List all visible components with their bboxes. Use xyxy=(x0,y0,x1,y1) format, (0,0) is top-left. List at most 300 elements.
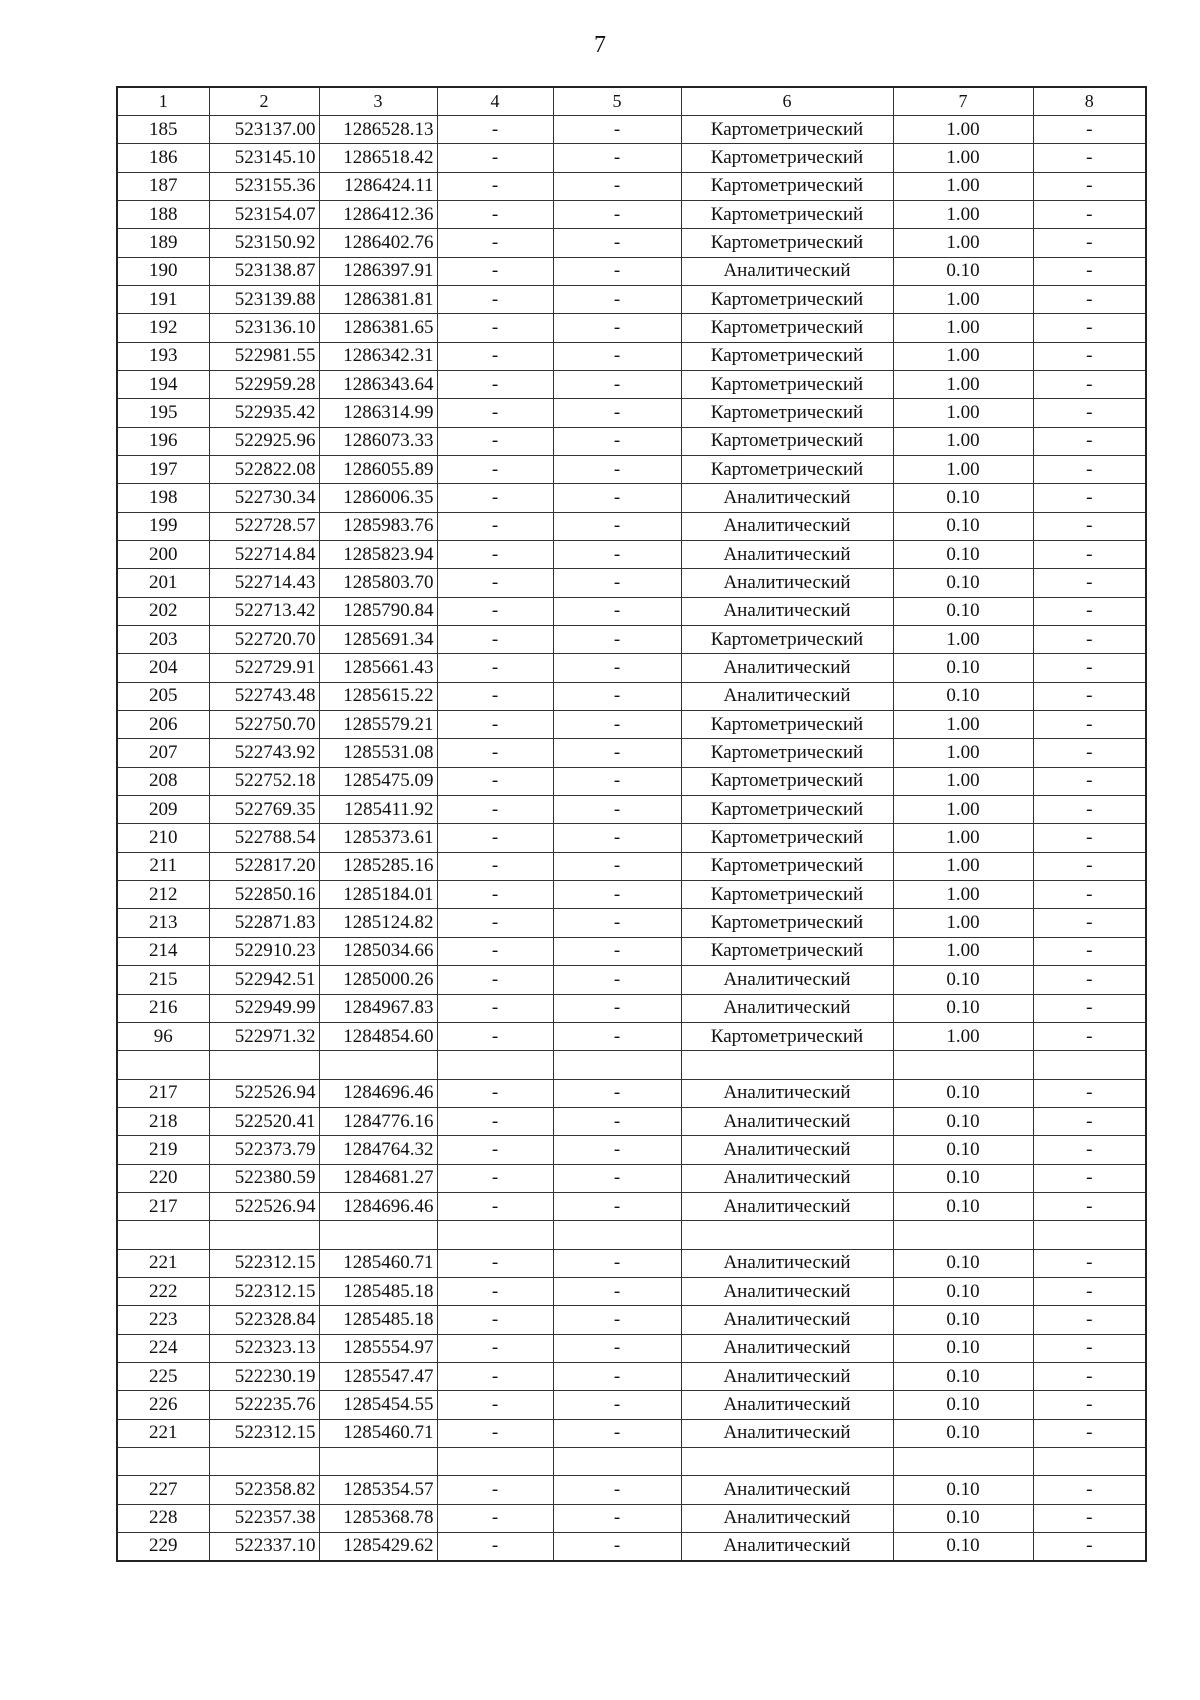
x-coordinate-cell: 522752.18 xyxy=(209,767,319,795)
accuracy-cell: 1.00 xyxy=(893,342,1033,370)
table-row xyxy=(117,796,1146,824)
point-number-cell: 200 xyxy=(117,541,209,569)
table-row xyxy=(117,682,1146,710)
column-4-cell: - xyxy=(437,115,553,143)
column-5-cell: - xyxy=(553,541,681,569)
method-cell: Картометрический xyxy=(681,767,893,795)
point-number-cell: 198 xyxy=(117,484,209,512)
y-coordinate-cell: 1284681.27 xyxy=(319,1164,437,1192)
y-coordinate-cell: 1286073.33 xyxy=(319,427,437,455)
point-number-cell: 221 xyxy=(117,1419,209,1447)
x-coordinate-cell xyxy=(209,1221,319,1249)
x-coordinate-cell: 523150.92 xyxy=(209,229,319,257)
point-number-cell xyxy=(117,1051,209,1079)
y-coordinate-cell: 1285531.08 xyxy=(319,739,437,767)
method-cell: Аналитический xyxy=(681,682,893,710)
y-coordinate-cell: 1285429.62 xyxy=(319,1533,437,1561)
point-number-cell: 209 xyxy=(117,796,209,824)
method-cell: Картометрический xyxy=(681,739,893,767)
method-cell: Аналитический xyxy=(681,1362,893,1390)
method-cell: Картометрический xyxy=(681,711,893,739)
x-coordinate-cell: 522526.94 xyxy=(209,1192,319,1220)
column-8-cell: - xyxy=(1033,1362,1146,1390)
table-row xyxy=(117,1249,1146,1277)
column-8-cell: - xyxy=(1033,115,1146,143)
accuracy-cell: 1.00 xyxy=(893,626,1033,654)
y-coordinate-cell: 1286055.89 xyxy=(319,455,437,483)
accuracy-cell: 1.00 xyxy=(893,427,1033,455)
accuracy-cell: 0.10 xyxy=(893,1362,1033,1390)
accuracy-cell: 0.10 xyxy=(893,1533,1033,1561)
column-4-cell: - xyxy=(437,1419,553,1447)
accuracy-cell: 1.00 xyxy=(893,370,1033,398)
method-cell: Картометрический xyxy=(681,852,893,880)
table-row xyxy=(117,314,1146,342)
table-row xyxy=(117,1391,1146,1419)
point-number-cell: 215 xyxy=(117,966,209,994)
column-4-cell: - xyxy=(437,994,553,1022)
y-coordinate-cell: 1286528.13 xyxy=(319,115,437,143)
column-8-cell: - xyxy=(1033,626,1146,654)
column-8-cell: - xyxy=(1033,1249,1146,1277)
x-coordinate-cell: 523136.10 xyxy=(209,314,319,342)
column-4-cell: - xyxy=(437,654,553,682)
column-5-cell: - xyxy=(553,711,681,739)
method-cell: Аналитический xyxy=(681,1334,893,1362)
column-4-cell: - xyxy=(437,257,553,285)
column-5-cell: - xyxy=(553,796,681,824)
point-number-cell xyxy=(117,1448,209,1476)
column-8-cell: - xyxy=(1033,144,1146,172)
point-number-cell: 225 xyxy=(117,1362,209,1390)
table-row xyxy=(117,512,1146,540)
y-coordinate-cell: 1285615.22 xyxy=(319,682,437,710)
accuracy-cell xyxy=(893,1448,1033,1476)
column-5-cell: - xyxy=(553,455,681,483)
column-4-cell: - xyxy=(437,285,553,313)
table-row xyxy=(117,654,1146,682)
column-5-cell: - xyxy=(553,1022,681,1050)
y-coordinate-cell: 1285579.21 xyxy=(319,711,437,739)
x-coordinate-cell: 522337.10 xyxy=(209,1533,319,1561)
y-coordinate-cell: 1285034.66 xyxy=(319,937,437,965)
point-number-cell: 199 xyxy=(117,512,209,540)
accuracy-cell xyxy=(893,1221,1033,1249)
accuracy-cell: 0.10 xyxy=(893,257,1033,285)
column-8-cell: - xyxy=(1033,1136,1146,1164)
x-coordinate-cell: 522729.91 xyxy=(209,654,319,682)
column-5-cell: - xyxy=(553,1277,681,1305)
column-8-cell: - xyxy=(1033,1107,1146,1135)
header-cell: 4 xyxy=(437,87,553,115)
x-coordinate-cell: 523137.00 xyxy=(209,115,319,143)
accuracy-cell: 0.10 xyxy=(893,1164,1033,1192)
column-8-cell: - xyxy=(1033,654,1146,682)
x-coordinate-cell: 522743.92 xyxy=(209,739,319,767)
column-5-cell: - xyxy=(553,739,681,767)
y-coordinate-cell: 1286402.76 xyxy=(319,229,437,257)
point-number-cell: 189 xyxy=(117,229,209,257)
table-row xyxy=(117,541,1146,569)
y-coordinate-cell: 1286397.91 xyxy=(319,257,437,285)
y-coordinate-cell: 1285485.18 xyxy=(319,1306,437,1334)
accuracy-cell: 0.10 xyxy=(893,541,1033,569)
column-5-cell: - xyxy=(553,427,681,455)
method-cell: Аналитический xyxy=(681,1249,893,1277)
method-cell: Аналитический xyxy=(681,1533,893,1561)
y-coordinate-cell: 1286381.65 xyxy=(319,314,437,342)
column-8-cell: - xyxy=(1033,796,1146,824)
column-5-cell: - xyxy=(553,937,681,965)
x-coordinate-cell: 522822.08 xyxy=(209,455,319,483)
x-coordinate-cell: 522935.42 xyxy=(209,399,319,427)
x-coordinate-cell xyxy=(209,1051,319,1079)
column-4-cell: - xyxy=(437,1362,553,1390)
column-5-cell: - xyxy=(553,881,681,909)
accuracy-cell: 1.00 xyxy=(893,1022,1033,1050)
x-coordinate-cell: 522526.94 xyxy=(209,1079,319,1107)
y-coordinate-cell: 1286342.31 xyxy=(319,342,437,370)
table-row xyxy=(117,767,1146,795)
x-coordinate-cell: 523139.88 xyxy=(209,285,319,313)
accuracy-cell: 1.00 xyxy=(893,115,1033,143)
point-number-cell: 185 xyxy=(117,115,209,143)
method-cell: Картометрический xyxy=(681,909,893,937)
column-4-cell: - xyxy=(437,229,553,257)
table-row xyxy=(117,285,1146,313)
column-5-cell: - xyxy=(553,1419,681,1447)
table-body xyxy=(117,115,1146,1561)
accuracy-cell: 1.00 xyxy=(893,937,1033,965)
column-5-cell: - xyxy=(553,569,681,597)
column-8-cell: - xyxy=(1033,767,1146,795)
y-coordinate-cell: 1286412.36 xyxy=(319,200,437,228)
column-8-cell: - xyxy=(1033,1334,1146,1362)
y-coordinate-cell: 1286343.64 xyxy=(319,370,437,398)
header-cell: 5 xyxy=(553,87,681,115)
column-8-cell: - xyxy=(1033,1419,1146,1447)
method-cell: Аналитический xyxy=(681,512,893,540)
x-coordinate-cell: 522788.54 xyxy=(209,824,319,852)
column-5-cell: - xyxy=(553,285,681,313)
column-4-cell: - xyxy=(437,172,553,200)
point-number-cell: 205 xyxy=(117,682,209,710)
y-coordinate-cell: 1284967.83 xyxy=(319,994,437,1022)
column-4-cell: - xyxy=(437,200,553,228)
column-8-cell: - xyxy=(1033,1277,1146,1305)
column-5-cell: - xyxy=(553,399,681,427)
point-number-cell: 210 xyxy=(117,824,209,852)
table-row xyxy=(117,455,1146,483)
column-8-cell: - xyxy=(1033,342,1146,370)
x-coordinate-cell: 522713.42 xyxy=(209,597,319,625)
y-coordinate-cell xyxy=(319,1448,437,1476)
y-coordinate-cell: 1285475.09 xyxy=(319,767,437,795)
accuracy-cell: 0.10 xyxy=(893,682,1033,710)
y-coordinate-cell: 1285547.47 xyxy=(319,1362,437,1390)
table-header xyxy=(117,87,1146,115)
table-row xyxy=(117,257,1146,285)
x-coordinate-cell: 522328.84 xyxy=(209,1306,319,1334)
column-8-cell: - xyxy=(1033,881,1146,909)
x-coordinate-cell: 522942.51 xyxy=(209,966,319,994)
accuracy-cell: 0.10 xyxy=(893,1192,1033,1220)
method-cell: Картометрический xyxy=(681,399,893,427)
table-row xyxy=(117,1164,1146,1192)
point-number-cell: 224 xyxy=(117,1334,209,1362)
column-4-cell: - xyxy=(437,484,553,512)
column-8-cell: - xyxy=(1033,909,1146,937)
column-8-cell: - xyxy=(1033,172,1146,200)
method-cell: Аналитический xyxy=(681,1277,893,1305)
table-row xyxy=(117,1051,1146,1079)
y-coordinate-cell: 1284854.60 xyxy=(319,1022,437,1050)
y-coordinate-cell: 1285460.71 xyxy=(319,1419,437,1447)
column-8-cell: - xyxy=(1033,824,1146,852)
column-8-cell: - xyxy=(1033,229,1146,257)
column-8-cell xyxy=(1033,1051,1146,1079)
column-8-cell: - xyxy=(1033,427,1146,455)
column-5-cell: - xyxy=(553,1136,681,1164)
column-8-cell: - xyxy=(1033,285,1146,313)
point-number-cell: 222 xyxy=(117,1277,209,1305)
column-8-cell: - xyxy=(1033,1022,1146,1050)
column-8-cell: - xyxy=(1033,541,1146,569)
x-coordinate-cell: 522520.41 xyxy=(209,1107,319,1135)
accuracy-cell: 0.10 xyxy=(893,1136,1033,1164)
x-coordinate-cell: 522720.70 xyxy=(209,626,319,654)
column-8-cell: - xyxy=(1033,399,1146,427)
column-8-cell: - xyxy=(1033,739,1146,767)
accuracy-cell: 0.10 xyxy=(893,1504,1033,1532)
column-8-cell: - xyxy=(1033,711,1146,739)
table-row xyxy=(117,966,1146,994)
y-coordinate-cell: 1285983.76 xyxy=(319,512,437,540)
point-number-cell: 201 xyxy=(117,569,209,597)
x-coordinate-cell: 522743.48 xyxy=(209,682,319,710)
accuracy-cell: 0.10 xyxy=(893,1249,1033,1277)
column-4-cell: - xyxy=(437,1533,553,1561)
accuracy-cell: 1.00 xyxy=(893,852,1033,880)
column-8-cell xyxy=(1033,1221,1146,1249)
column-5-cell: - xyxy=(553,1391,681,1419)
point-number-cell: 218 xyxy=(117,1107,209,1135)
column-4-cell: - xyxy=(437,1334,553,1362)
column-4-cell: - xyxy=(437,937,553,965)
column-8-cell: - xyxy=(1033,484,1146,512)
y-coordinate-cell: 1285000.26 xyxy=(319,966,437,994)
column-8-cell: - xyxy=(1033,937,1146,965)
method-cell: Аналитический xyxy=(681,1306,893,1334)
table-row xyxy=(117,399,1146,427)
table-row xyxy=(117,1277,1146,1305)
coordinates-table xyxy=(116,86,1147,1562)
column-4-cell: - xyxy=(437,966,553,994)
point-number-cell: 226 xyxy=(117,1391,209,1419)
column-8-cell xyxy=(1033,1448,1146,1476)
x-coordinate-cell: 522750.70 xyxy=(209,711,319,739)
point-number-cell: 217 xyxy=(117,1192,209,1220)
method-cell: Аналитический xyxy=(681,1419,893,1447)
table-row xyxy=(117,1079,1146,1107)
x-coordinate-cell xyxy=(209,1448,319,1476)
table-row xyxy=(117,484,1146,512)
method-cell: Картометрический xyxy=(681,427,893,455)
page-number: 7 xyxy=(594,32,606,58)
column-4-cell: - xyxy=(437,399,553,427)
column-4-cell: - xyxy=(437,569,553,597)
accuracy-cell: 1.00 xyxy=(893,399,1033,427)
table-row xyxy=(117,1107,1146,1135)
column-5-cell: - xyxy=(553,852,681,880)
method-cell: Картометрический xyxy=(681,796,893,824)
x-coordinate-cell: 522925.96 xyxy=(209,427,319,455)
point-number-cell: 227 xyxy=(117,1476,209,1504)
table-row xyxy=(117,994,1146,1022)
x-coordinate-cell: 522323.13 xyxy=(209,1334,319,1362)
table-row xyxy=(117,1022,1146,1050)
y-coordinate-cell: 1285354.57 xyxy=(319,1476,437,1504)
y-coordinate-cell: 1285803.70 xyxy=(319,569,437,597)
accuracy-cell: 0.10 xyxy=(893,512,1033,540)
column-4-cell: - xyxy=(437,909,553,937)
column-5-cell: - xyxy=(553,1476,681,1504)
column-5-cell: - xyxy=(553,597,681,625)
accuracy-cell: 0.10 xyxy=(893,966,1033,994)
method-cell: Аналитический xyxy=(681,1192,893,1220)
x-coordinate-cell: 522910.23 xyxy=(209,937,319,965)
column-5-cell: - xyxy=(553,172,681,200)
y-coordinate-cell: 1285460.71 xyxy=(319,1249,437,1277)
column-4-cell: - xyxy=(437,1249,553,1277)
column-4-cell: - xyxy=(437,626,553,654)
accuracy-cell: 0.10 xyxy=(893,1334,1033,1362)
accuracy-cell: 1.00 xyxy=(893,767,1033,795)
accuracy-cell: 1.00 xyxy=(893,711,1033,739)
point-number-cell: 188 xyxy=(117,200,209,228)
x-coordinate-cell: 523138.87 xyxy=(209,257,319,285)
column-5-cell: - xyxy=(553,1164,681,1192)
column-8-cell: - xyxy=(1033,966,1146,994)
column-4-cell: - xyxy=(437,1079,553,1107)
y-coordinate-cell: 1285691.34 xyxy=(319,626,437,654)
y-coordinate-cell: 1286381.81 xyxy=(319,285,437,313)
column-4-cell xyxy=(437,1051,553,1079)
point-number-cell: 202 xyxy=(117,597,209,625)
accuracy-cell: 0.10 xyxy=(893,994,1033,1022)
method-cell: Аналитический xyxy=(681,597,893,625)
x-coordinate-cell: 522971.32 xyxy=(209,1022,319,1050)
accuracy-cell: 0.10 xyxy=(893,654,1033,682)
y-coordinate-cell: 1284776.16 xyxy=(319,1107,437,1135)
point-number-cell: 229 xyxy=(117,1533,209,1561)
table-row xyxy=(117,824,1146,852)
x-coordinate-cell: 522959.28 xyxy=(209,370,319,398)
column-5-cell: - xyxy=(553,1306,681,1334)
column-5-cell xyxy=(553,1221,681,1249)
method-cell: Картометрический xyxy=(681,144,893,172)
y-coordinate-cell: 1285184.01 xyxy=(319,881,437,909)
x-coordinate-cell: 522730.34 xyxy=(209,484,319,512)
y-coordinate-cell: 1285411.92 xyxy=(319,796,437,824)
accuracy-cell: 1.00 xyxy=(893,881,1033,909)
method-cell: Картометрический xyxy=(681,229,893,257)
accuracy-cell: 1.00 xyxy=(893,796,1033,824)
column-4-cell: - xyxy=(437,852,553,880)
method-cell: Аналитический xyxy=(681,1107,893,1135)
column-8-cell: - xyxy=(1033,569,1146,597)
column-8-cell: - xyxy=(1033,370,1146,398)
column-4-cell: - xyxy=(437,1164,553,1192)
table-row xyxy=(117,1306,1146,1334)
y-coordinate-cell: 1286314.99 xyxy=(319,399,437,427)
column-5-cell: - xyxy=(553,1249,681,1277)
y-coordinate-cell: 1284764.32 xyxy=(319,1136,437,1164)
column-8-cell: - xyxy=(1033,455,1146,483)
method-cell: Картометрический xyxy=(681,172,893,200)
point-number-cell: 214 xyxy=(117,937,209,965)
method-cell xyxy=(681,1448,893,1476)
column-8-cell: - xyxy=(1033,257,1146,285)
column-5-cell: - xyxy=(553,682,681,710)
accuracy-cell: 1.00 xyxy=(893,909,1033,937)
y-coordinate-cell xyxy=(319,1051,437,1079)
column-4-cell: - xyxy=(437,796,553,824)
point-number-cell: 216 xyxy=(117,994,209,1022)
x-coordinate-cell: 522357.38 xyxy=(209,1504,319,1532)
y-coordinate-cell: 1285485.18 xyxy=(319,1277,437,1305)
y-coordinate-cell: 1285368.78 xyxy=(319,1504,437,1532)
column-4-cell: - xyxy=(437,1504,553,1532)
column-5-cell: - xyxy=(553,314,681,342)
column-4-cell: - xyxy=(437,682,553,710)
column-8-cell: - xyxy=(1033,314,1146,342)
column-5-cell: - xyxy=(553,909,681,937)
x-coordinate-cell: 522850.16 xyxy=(209,881,319,909)
column-5-cell: - xyxy=(553,1504,681,1532)
y-coordinate-cell: 1286518.42 xyxy=(319,144,437,172)
column-5-cell: - xyxy=(553,767,681,795)
column-5-cell xyxy=(553,1448,681,1476)
header-cell: 3 xyxy=(319,87,437,115)
column-5-cell: - xyxy=(553,966,681,994)
column-4-cell: - xyxy=(437,881,553,909)
table-row xyxy=(117,1448,1146,1476)
point-number-cell: 187 xyxy=(117,172,209,200)
table-row xyxy=(117,881,1146,909)
method-cell: Картометрический xyxy=(681,200,893,228)
column-4-cell: - xyxy=(437,1022,553,1050)
accuracy-cell: 1.00 xyxy=(893,314,1033,342)
column-4-cell: - xyxy=(437,739,553,767)
x-coordinate-cell: 523155.36 xyxy=(209,172,319,200)
accuracy-cell: 0.10 xyxy=(893,484,1033,512)
y-coordinate-cell: 1285790.84 xyxy=(319,597,437,625)
column-5-cell: - xyxy=(553,1362,681,1390)
point-number-cell: 213 xyxy=(117,909,209,937)
method-cell: Аналитический xyxy=(681,484,893,512)
table-row xyxy=(117,1221,1146,1249)
column-8-cell: - xyxy=(1033,994,1146,1022)
x-coordinate-cell: 522358.82 xyxy=(209,1476,319,1504)
column-5-cell: - xyxy=(553,1079,681,1107)
x-coordinate-cell: 522312.15 xyxy=(209,1419,319,1447)
method-cell: Картометрический xyxy=(681,626,893,654)
column-8-cell: - xyxy=(1033,852,1146,880)
point-number-cell xyxy=(117,1221,209,1249)
method-cell: Картометрический xyxy=(681,370,893,398)
accuracy-cell: 1.00 xyxy=(893,739,1033,767)
